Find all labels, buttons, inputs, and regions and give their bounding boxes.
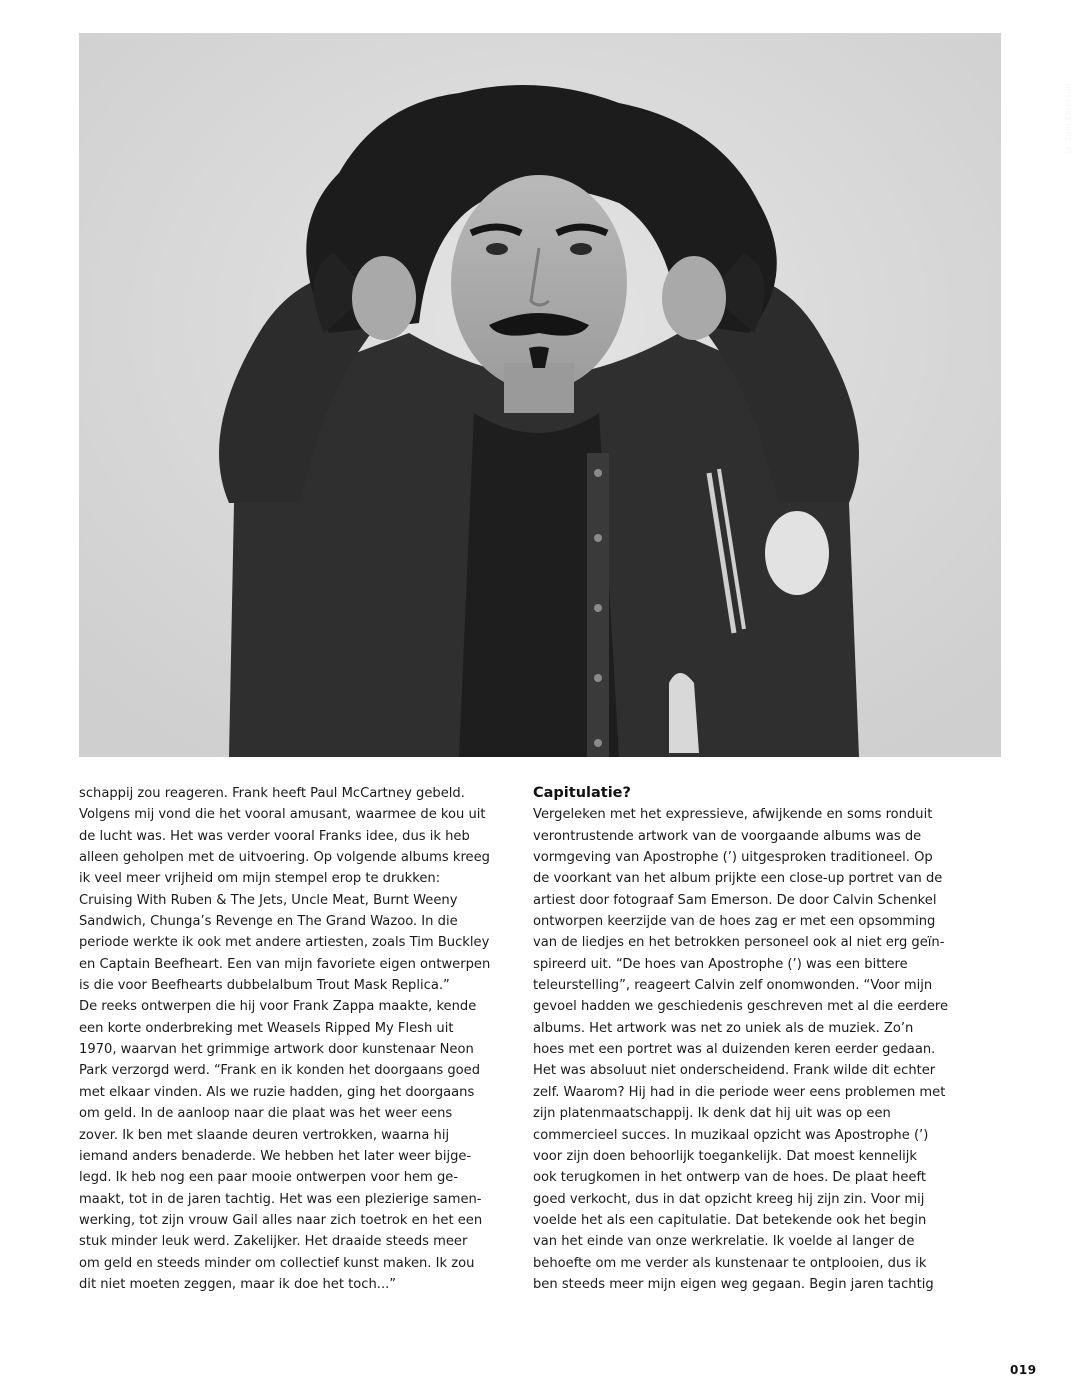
text-line: commercieel succes. In muzikaal opzicht was Apostrophe (’) <box>533 1127 929 1143</box>
text-line: is die voor Beefhearts dubbelalbum Trout Mask Replica.” <box>79 978 450 994</box>
text-line: ben steeds meer mijn eigen weg gegaan. Begin jaren tachtig <box>533 1276 934 1292</box>
text-line: om geld. In de aanloop naar die plaat was het weer eens <box>79 1106 453 1122</box>
text-line: hoes met een portret was al duizenden keren eerder gedaan. <box>533 1042 936 1058</box>
text-line: zover. Ik ben met slaande deuren vertrokken, waarna hij <box>79 1127 450 1143</box>
text-line: Sandwich, Chunga’s Revenge en The Grand Wazoo. In die <box>79 914 458 930</box>
text-line: en Captain Beefheart. Een van mijn favoriete eigen ontwerpen <box>79 956 491 972</box>
text-line: verontrustende artwork van de voorgaande albums was de <box>533 828 922 844</box>
text-line: Park verzorgd werd. “Frank en ik konden het doorgaans goed <box>79 1063 481 1079</box>
text-line: met elkaar vinden. Als we ruzie hadden, ging het doorgaans <box>79 1084 475 1100</box>
text-line: voor zijn doen behoorlijk toegankelijk. Dat moest kennelijk <box>533 1148 917 1164</box>
text-line: de voorkant van het album prijkte een close-up portret van de <box>533 871 943 887</box>
text-line: ik veel meer vrijheid om mijn stempel erop te drukken: <box>79 871 441 887</box>
text-line: goed verkocht, dus in dat opzicht kreeg hij zijn zin. Voor mij <box>533 1191 925 1207</box>
page-number: 019 <box>1010 1363 1037 1377</box>
text-line: teleurstelling”, reageert Calvin zelf onomwonden. “Voor mijn <box>533 978 933 994</box>
text-line: vormgeving van Apostrophe (’) uitgesproken traditioneel. Op <box>533 850 933 866</box>
text-line: voelde het als een capitulatie. Dat betekende ook het begin <box>533 1212 927 1228</box>
text-line: schappij zou reageren. Frank heeft Paul McCartney gebeld. <box>79 786 465 801</box>
text-line: Volgens mij vond die het vooral amusant, waarmee de kou uit <box>79 807 486 823</box>
text-line: om geld en steeds minder om collectief kunst maken. Ik zou <box>79 1255 475 1271</box>
text-line: maakt, tot in de jaren tachtig. Het was een plezierige samen- <box>79 1191 482 1207</box>
text-line: van de liedjes en het betrokken personeel ook al niet erg geïn- <box>533 935 945 951</box>
text-line: van het einde van onze werkrelatie. Ik voelde al langer de <box>533 1234 915 1250</box>
text-line: artiest door fotograaf Sam Emerson. De door Calvin Schenkel <box>533 892 937 908</box>
portrait-illustration <box>79 33 1001 757</box>
right-column <box>533 783 973 1295</box>
text-line: spireerd uit. “De hoes van Apostrophe (’) was een bittere <box>533 956 908 972</box>
section-heading: Capitulatie? <box>533 785 631 801</box>
text-line: zijn platenmaatschappij. Ik denk dat hij uit was op een <box>533 1106 891 1122</box>
text-line: legd. Ik heb nog een paar mooie ontwerpen voor hem ge- <box>79 1170 459 1186</box>
text-line: 1970, waarvan het grimmige artwork door kunstenaar Neon <box>79 1042 474 1058</box>
photo-credit: © Sam Emerson <box>1064 83 1073 154</box>
text-line: ook terugkomen in het ontwerp van de hoes. De plaat heeft <box>533 1170 926 1186</box>
text-line: Cruising With Ruben & The Jets, Uncle Meat, Burnt Weeny <box>79 892 458 908</box>
text-line: ontworpen keerzijde van de hoes zag er met een opsomming <box>533 914 936 930</box>
text-line: behoefte om me verder als kunstenaar te ontplooien, dus ik <box>533 1255 927 1271</box>
text-line: De reeks ontwerpen die hij voor Frank Zappa maakte, kende <box>79 999 477 1015</box>
text-line: zelf. Waarom? Hij had in die periode weer eens problemen met <box>533 1084 946 1100</box>
text-line: periode werkte ik ook met andere artiesten, zoals Tim Buckley <box>79 935 490 951</box>
text-line: gevoel hadden we geschiedenis geschreven met al die eerdere <box>533 999 949 1015</box>
text-line: alleen geholpen met de uitvoering. Op volgende albums kreeg <box>79 850 490 866</box>
portrait-photo <box>79 33 1073 757</box>
text-line: een korte onderbreking met Weasels Ripped My Flesh uit <box>79 1020 454 1036</box>
text-line: werking, tot zijn vrouw Gail alles naar zich toetrok en het een <box>79 1212 483 1228</box>
right-column-body <box>533 804 973 1295</box>
text-line: Vergeleken met het expressieve, afwijkende en soms ronduit <box>533 807 933 823</box>
text-line: de lucht was. Het was verder vooral Franks idee, dus ik heb <box>79 828 470 844</box>
left-column <box>79 783 519 1295</box>
text-line: dit niet moeten zeggen, maar ik doe het toch...” <box>79 1276 397 1292</box>
text-line: albums. Het artwork was net zo uniek als de muziek. Zo’n <box>533 1020 914 1036</box>
text-line: stuk minder leuk werd. Zakelijker. Het draaide steeds meer <box>79 1234 468 1250</box>
text-line: Het was absoluut niet onderscheidend. Frank wilde dit echter <box>533 1063 936 1079</box>
text-line: iemand anders benaderde. We hebben het later weer bijge- <box>79 1148 472 1164</box>
